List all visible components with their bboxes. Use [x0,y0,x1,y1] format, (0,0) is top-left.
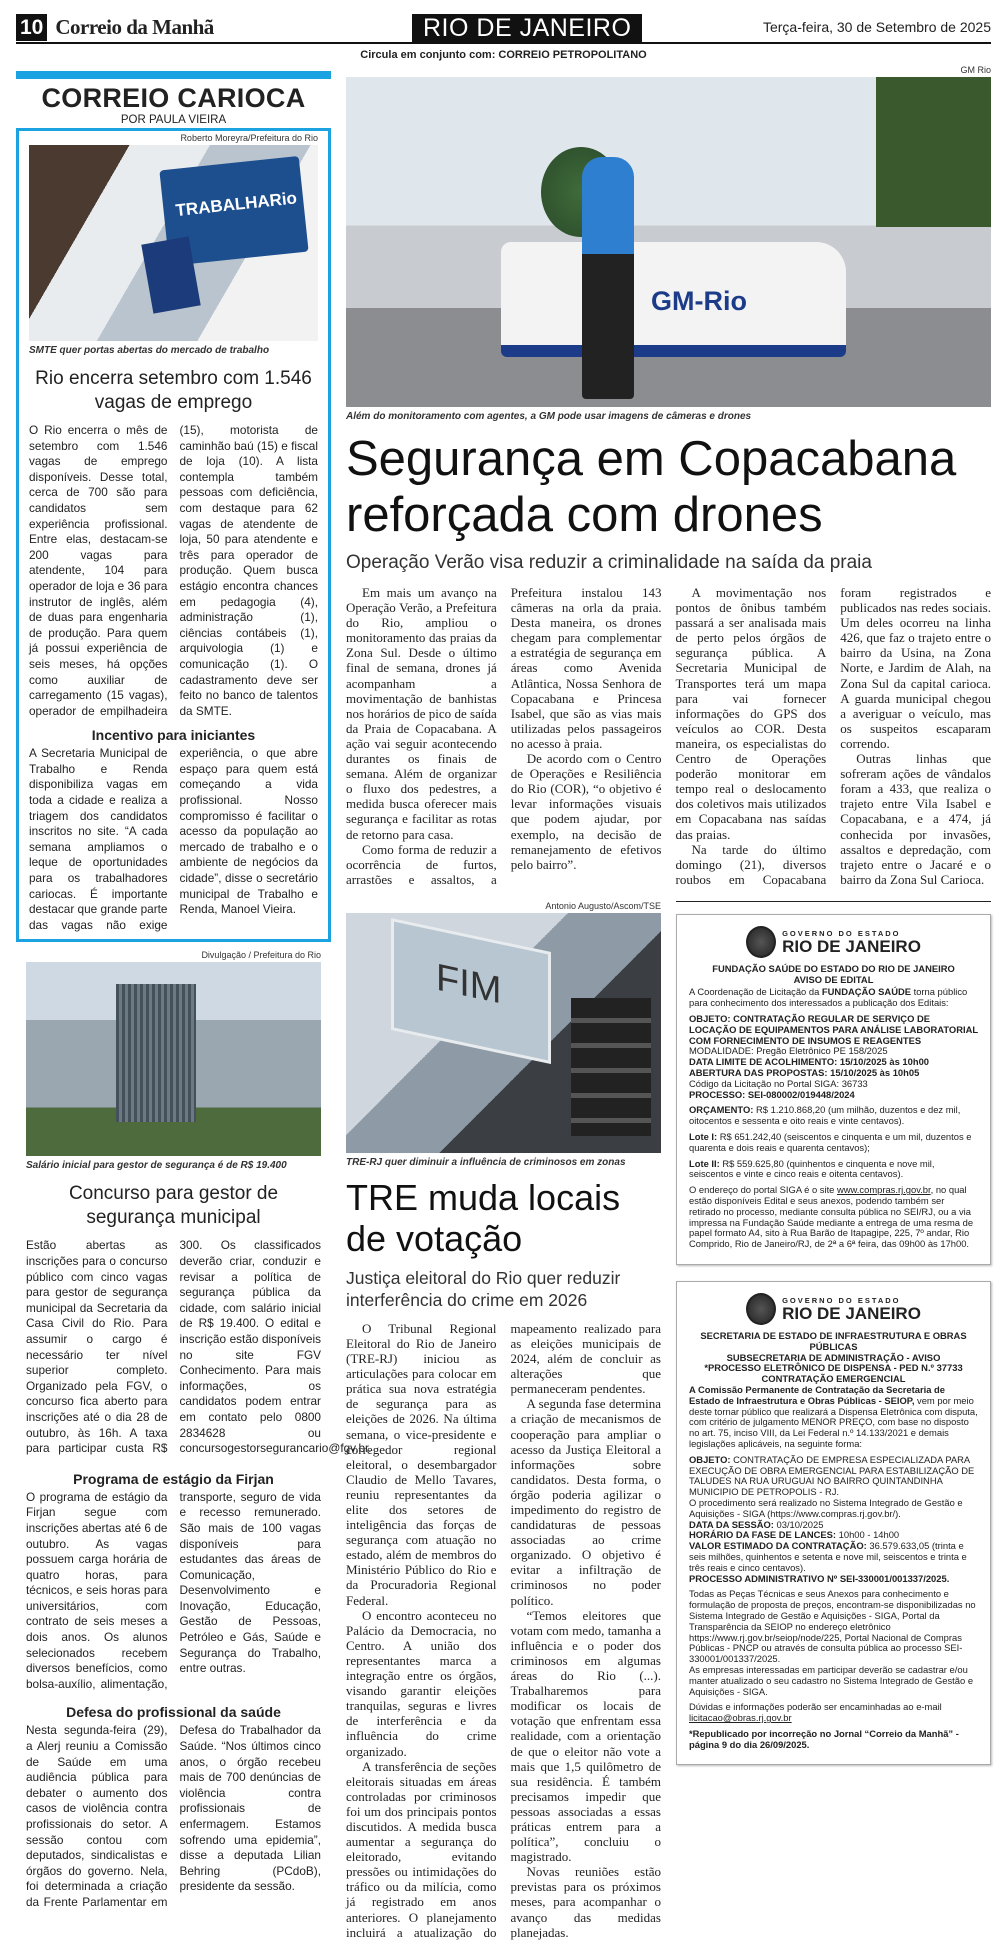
text: 36.579.633,05 (trinta e seis milhões, quinhentos e setenta e nove mil, seiscentos e trinta e três reais e cinco centavos). [689,1540,967,1573]
photo-building [26,962,321,1156]
article-paragraph: Na tarde do último domingo (21), diversos roubos em Copacabana foram registrados e publicados nas redes sociais. Um deles ocorreu na linha 426, que faz o trajeto entre o bairro da Usina, na Zona Norte, e Jardim de Alah, na Zona Sul da capital carioca. A guarda municipal chegou a averiguar o veículo, mas os suspeitos escaparam correndo. [675,585,991,887]
text: O endereço do portal SIGA é o site [689,1184,838,1196]
notice-modality: MODALIDADE: Pregão Eletrônico PE 158/2025 [689,1045,888,1057]
article-paragraph: A movimentação nos pontos de ônibus também passará a ser analisada mais de perto pelos órgãos de segurança pública. A Secretaria Municipal de Transportes terá um mapa para vai fornecer informações do GPS dos veículos ao COR. Desta maneira, os especialistas do Centro de Operações poderão monitorar em tempo real o deslocamento dos coletivos mais utilizados em Copacabana nas saídas das praias. [675,585,827,842]
notice-object: OBJETO: CONTRATAÇÃO REGULAR DE SERVIÇO DE LOCAÇÃO DE EQUIPAMENTOS PARA ANÁLISE LABORATORIAL COM FORNECIMENTO DE INSUMOS E REAGENTES [689,1013,978,1046]
story-paragraph: O Rio encerra o mês de setembro com 1.546 vagas de emprego disponíveis. Desse total, cerca de 700 são para candidatos sem experiência profissional. Entre elas, destacam-se 200 vagas para atendente, 104 para operador de loja e 36 para instrutor de inglês, além de duas para engenharia de produção. Para quem já possui experiência de seis meses, há opções como auxiliar de carregamento (15 vagas), operador de empilhadeira (15), motorista de caminhão baú (15) e fiscal de loja (10). A lista contempla também pessoas com deficiência, com destaque para 62 vagas de atendente de loja, 50 para atendente e três para operador de produção. Quem busca estágio encontra chances em pedagogia (4), administração (1), ciências contábeis (1), arquivologia (1) e comunicação (1). O cadastramento deve ser feito no banco de talentos da SMTE. [29,423,318,718]
legal-notices [676,901,991,1940]
notice-deadline: DATA LIMITE DE ACOLHIMENTO: 15/10/2025 às 10h00 [689,1056,929,1068]
tre-body [346,1321,661,1940]
story-title: Programa de estágio da Firjan [73,1470,274,1487]
column-frame [16,128,331,942]
story-title: Rio encerra setembro com 1.546 vagas de emprego [35,368,312,413]
photo-caption: Além do monitoramento com agentes, a GM pode usar imagens de câmeras e drones [346,411,752,422]
label: OBJETO: [689,1453,731,1465]
gov-state: RIO DE JANEIRO [782,1304,921,1323]
notice-budget [689,1105,978,1127]
text: FUNDAÇÃO SAÚDE [821,986,911,998]
notice-intro [689,1385,978,1450]
voting-screen [391,918,551,1064]
notice-value [689,1541,978,1573]
label: VALOR ESTIMADO DA CONTRATAÇÃO: [689,1540,867,1552]
label: Lote II: [689,1157,720,1169]
article-paragraph: Como forma de reduzir a ocorrência de furtos, arrastões e assaltos, a Prefeitura instalou 143 câmeras na orla da praia. Desta maneira, os drones chegam para complementar a estratégia de segurança em áreas como Avenida Atlântica, Nossa Senhora de Copacabana e Princesa Isabel, que são as vias mais utilizadas pelos passageiros no acesso à praia. [346,585,662,887]
column-accent-bar [16,71,331,79]
article-paragraph: A segunda fase determina a criação de mecanismos de cooperação para ampliar o acesso da Justiça Eleitoral a informações sobre candidatos. Desta forma, o órgão poderia agilizar o impedimento do registro de candidaturas de pessoas associadas ao crime organizado. O objetivo é evitar a infiltração de criminosos no poder político. [510,1396,661,1608]
legal-notice-seiop [676,1281,991,1765]
circulation-note: Circula em conjunto com: CORREIO PETROPOLITANO [360,49,647,61]
tree [876,77,991,227]
story-body [29,746,318,933]
photo-credit: Divulgação / Prefeitura do Rio [201,950,321,961]
notice-procedure: O procedimento será realizado no Sistema Integrado de Gestão e Aquisições - SIGA (https://www.compras.rj.gov.br/). [689,1496,963,1519]
correio-carioca-column [16,65,372,1940]
tre-story [346,901,661,1940]
tre-subtitle: Justiça eleitoral do Rio quer reduzir interferência do crime em 2026 [346,1267,621,1310]
gov-state: RIO DE JANEIRO [782,936,921,956]
column-byline: POR PAULA VIEIRA [120,114,227,126]
gov-label: GOVERNO DO ESTADO [782,1296,901,1305]
story-paragraph: Estão abertas as inscrições para o concurso público com cinco vagas para gestor de segurança municipal da Secretaria da Casa Civil do Rio. Para assumir o cargo é necessário ter nível superior completo. Organizado pela FGV, o concurso fica aberto para inscrições até o dia 28 de outubro, às 16h. A taxa para participar custa R$ 300. Os classificados deverão criar, conduzir e revisar a política de segurança pública da cidade, com salário inicial de R$ 19.400. O edital e inscrição estão disponíveis no site FGV Conhecimento. Para mais informações, os candidatos podem entrar em contato pelo 0800 2834628 ou concursogestorsegurancario@fgv.br. [26,1238,372,1456]
photo-caption: TRE-RJ quer diminuir a influência de criminosos em zonas [346,1156,626,1168]
siga-link[interactable]: www.compras.rj.gov.br [837,1184,931,1196]
gm-vehicle [501,242,846,357]
notice-lot [689,1132,978,1154]
label: Lote I: [689,1131,718,1143]
contact-email-link[interactable]: licitacao@obras.rj.gov.br [689,1712,792,1724]
column-title: CORREIO CARIOCA [41,83,306,113]
text: 03/10/2025 [773,1518,824,1530]
notice-intro [689,987,978,1009]
photo-logo-text: TRABALHARio [174,188,298,221]
story-paragraph: O programa de estágio da Firjan segue com inscrições abertas até 6 de outubro. As vagas possuem carga horária de quatro horas, para técnicos, e seis horas para universitários, com contrato de seis meses a dois anos. Os alunos selecionados recebem diversos benefícios, como bolsa-auxílio, alimentação, transporte, seguro de vida e recesso remunerado. São mais de 100 vagas disponíveis para estudantes das áreas de Comunicação, Desenvolvimento e Inovação, Educação, Gestão de Pessoas, Petróleo e Gás, Saúde e Segurança do Trabalho, entre outras. [26,1489,321,1691]
photo-credit: Roberto Moreyra/Prefeitura do Rio [180,133,318,143]
text: vem por meio deste tornar público que realizará a Dispensa Eletrônica com disputa, com critério de julgamento MENOR PREÇO, com base no disposto no art. 75, inciso VIII, da Lei Federal n.º 14.133/2021 e demais legislações aplicáveis, na seguinte forma: [689,1394,978,1449]
notice-lot [689,1159,978,1181]
notice-heading: CONTRATAÇÃO EMERGENCIAL [761,1373,906,1385]
keypad [571,998,651,1136]
photo-voting-machine [346,913,661,1153]
building [116,984,196,1122]
label: ORÇAMENTO: [689,1104,754,1116]
notice-heading: *PROCESSO ELETRÔNICO DE DISPENSA - PED N.º 37733 [704,1362,963,1374]
text: R$ 559.625,80 (quinhentos e cinquenta e nove mil, seiscentos e vinte e cinco reais e oitenta centavos). [689,1157,935,1180]
notice-heading: SUBSECRETARIA DE ADMINISTRAÇÃO - AVISO [726,1351,941,1363]
notice-process: PROCESSO ADMINISTRATIVO Nº SEI-330001/001337/2025. [689,1572,950,1584]
story-body [29,423,318,719]
lead-subtitle: Operação Verão visa reduzir a criminalidade na saída da praia [346,552,872,573]
notice-heading: AVISO DE EDITAL [793,973,874,985]
page-header [16,12,991,44]
article-paragraph: O Tribunal Regional Eleitoral do Rio de Janeiro (TRE-RJ) iniciou as articulações para colocar em prática sua nova estratégia de segurança para as eleições de 2026. Na última semana, o vice-presidente e corregedor regional eleitoral, o desembargador Claudio de Mello Tavares, reuniu representantes da elite dos setores de inteligência das forças de segurança com atuação no estado, além de membros do Ministério Público do Rio e da Procuradoria Regional Federal. [346,1320,497,1608]
label: HORÁRIO DA FASE DE LANCES: [689,1529,837,1541]
text: 10h00 - 14h00 [836,1529,900,1541]
article-paragraph: Outras linhas que sofreram ações de vândalos foram a 433, que realiza o trajeto entre Vila Isabel e Copacabana, e a 474, já conhecida por invasões, assaltos e depredação, com trajeto entre o Jacaré e o bairro da Zona Sul Carioca. [840,751,991,887]
notice-heading: SECRETARIA DE ESTADO DE INFRAESTRUTURA E OBRAS PÚBLICAS [700,1330,967,1352]
label: DATA DA SESSÃO: [689,1518,774,1530]
notice-code: Código da Licitação no Portal SIGA: 36733 [689,1077,868,1089]
tre-headline: TRE muda locais de votação [346,1176,621,1259]
photo-gm-vehicle [346,77,991,407]
text: A Coordenação de Licitação da [689,986,822,998]
photo-caption: Salário inicial para gestor de segurança é de R$ 19.400 [26,1160,287,1172]
notice-opening: ABERTURA DAS PROPOSTAS: 15/10/2025 às 10h05 [689,1067,920,1079]
vehicle-logo-text: GM-Rio [651,286,747,316]
article-paragraph: “Temos eleitores que votam com medo, tamanha a influência e o poder dos criminosos em algumas áreas do Rio (...). Trabalharemos para modificar os locais de votação que enfrentam essa realidade, com a orientação de que o eleitor não vote a mais que 1,5 quilômetro de sua residência. É também precisamos impedir que pessoas associadas a essas práticas entrem para a política”, concluiu o magistrado. [510,1607,661,1865]
notice-contact [689,1702,978,1724]
legal-notice-fundacao-saude [676,914,991,1265]
story-paragraph: A Secretaria Municipal de Trabalho e Renda disponibiliza vagas em toda a cidade e realiza a triagem dos candidatos inscritos no site. “A cada semana ampliamos o leque de oportunidades para os trabalhadores cariocas. É importante destacar que grande parte das vagas não exige experiência, o que abre espaço para quem está começando a vida profissional. Nosso compromisso é facilitar o acesso da população ao mercado de trabalho e o ambiente de negócios da cidade”, disse o secretário municipal de Trabalho e Renda, Manoel Vieira. [29,746,318,932]
gov-label: GOVERNO DO ESTADO [782,928,901,938]
photo-work-card [29,145,318,341]
text: A Comissão Permanente de Contratação da Secretaria de Estado de Infraestrutura e Obras Públicas - SEIOP, [689,1383,945,1406]
government-logo [689,1293,978,1325]
story-body [26,1238,372,1456]
article-paragraph: Novas reuniões estão previstas para os próximos meses, para acompanhar o avanço das medidas planejadas. [510,1864,661,1940]
text: CONTRATAÇÃO DE EMPRESA ESPECIALIZADA PARA EXECUÇÃO DE OBRA EMERGENCIAL PARA ESTABILIZAÇÃO DE TALUDES NA RUA URUGUAI NO BAIRRO QUINTANDINHA MUNICIPIO DE PETROPOLIS - RJ. [689,1453,975,1498]
main-area [346,65,991,1940]
article-paragraph: De acordo com o Centro de Operações e Resiliência do Rio (COR), “o objetivo é levar informações visuais que podem ajudar, por exemplo, na decisão de remanejamento de efetivos pelo bairro”. [510,751,662,872]
photo-credit: GM Rio [960,65,991,75]
lead-body [346,585,991,887]
notice-process: PROCESSO: SEI-080002/019448/2024 [689,1088,855,1100]
photo-credit: Antonio Augusto/Ascom/TSE [545,900,661,911]
notice-object [689,1455,978,1498]
story-title: Concurso para gestor de segurança municipal [68,1183,279,1229]
photo-caption: SMTE quer portas abertas do mercado de trabalho [29,345,270,356]
state-seal-icon [746,1293,776,1325]
article-paragraph: A transferência de seções eleitorais situadas em áreas controladas por criminosos foi um dos principais pontos discutidos. A medida busca aumentar a segurança do eleitorado, evitando pressões ou intimidações do tráfico ou da milícia, como já registrado em anos anteriores. O planejamento incluirá a atualização do mapeamento realizado para as eleições municipais de 2024, além de concluir as alterações que permaneceram pendentes. [346,1320,661,1940]
screen-text: FIM [436,956,502,1013]
story-title: Defesa do profissional da saúde [66,1704,281,1721]
story-subhead: Incentivo para iniciantes [91,727,256,744]
notice-documents: Todas as Peças Técnicas e seus Anexos para conhecimento e formulação de proposta de preços, encontram-se disponibilizadas no Sistema Integrado de Gestão e Aquisições - SIGA, Portal da Transparência da SEIOP no endereço eletrônico https://www.rj.gov.br/seiop/node/225, Portal Nacional de Compras Públicas - PNCP ou através de consulta pública ao processo SEI-330001/001337/2025. [689,1588,976,1665]
government-logo [689,926,978,958]
article-paragraph: Em mais um avanço na Operação Verão, a Prefeitura do Rio, ampliou o monitoramento das praias da Zona Sul. Desde o último final de semana, drones já acompanham a movimentação de banhistas nos horários de pico de saída da Praia de Copacabana. A ação vai seguir acontecendo durantes os finais de semana. Além de organizar o fluxo dos pedestres, a medida busca oferecer mais segurança e facilitar as rotas de retorno para casa. [346,585,497,842]
notice-republication: *Republicado por incorreção no Jornal “Correio da Manhã” - página 9 do dia 26/09/2025. [689,1727,959,1750]
story-body [26,1723,321,1910]
notice-heading: FUNDAÇÃO SAÚDE DO ESTADO DO RIO DE JANEIRO [712,962,955,974]
column-story [16,950,372,1910]
newspaper-brand: Correio da Manhã [55,14,214,39]
article-paragraph: O encontro aconteceu no Palácio da Democracia, no Centro. A união dos representantes marca a integração entre os órgãos, visando garantir eleições tranquilas, seguras e livres de interferência e da influência do crime organizado. [346,1607,497,1759]
notice-registration: As empresas interessadas em participar deverão se cadastrar e/ou manter atualizado o seu cadastro no Sistema Integrado de Gestão e Aquisições - SIGA. [689,1663,974,1697]
guard-officer [582,157,634,399]
section-title: RIO DE JANEIRO [412,14,642,42]
story-body [26,1490,321,1693]
text: R$ 1.210.868,20 (um milhão, duzentos e dez mil, oitocentos e sessenta e oito reais e vinte centavos). [689,1104,961,1127]
lead-headline: Segurança em Copacabana reforçada com drones [346,432,957,542]
state-seal-icon [746,926,776,958]
text: Dúvidas e informações poderão ser encaminhadas ao e-mail [689,1701,942,1713]
issue-date: Terça-feira, 30 de Setembro de 2025 [762,19,991,35]
text: torna público para conhecimento dos interessados a publicação dos Editais: [689,986,968,1009]
text: , no qual estão disponíveis Edital e seus anexos, podendo também ser retirado no processo, mediante consulta pública no SEI/RJ, ou a via impressa na Fundação Saúde mediante a entrega de uma resma de papel formato A4, sito à Rua Barão de Itapagipe, 225, 7º andar, Rio Comprido, Rio de Janeiro/RJ, de 2ª a 6ª feira, das 09h00 às 17h00. [689,1184,974,1250]
story-paragraph: Nesta segunda-feira (29), a Alerj reuniu a Comissão de Saúde em uma audiência pública para debater o aumento dos casos de violência contra profissionais do setor. A sessão contou com deputados, sindicalistas e órgãos do governo. Nela, foi determinada a criação da Frente Parlamentar em Defesa do Trabalhador da Saúde. “Nos últimos cinco anos, o órgão recebeu mais de 700 denúncias de violência contra profissionais de enfermagem. Estamos sofrendo uma epidemia”, disse a deputada Lilian Behring (PCdoB), presidente da sessão. [26,1723,321,1909]
notice-address [689,1185,978,1250]
page-number: 10 [16,14,47,41]
text: R$ 651.242,40 (seiscentos e cinquenta e um mil, duzentos e quarenta e dois reais e quarenta centavos); [689,1131,972,1153]
